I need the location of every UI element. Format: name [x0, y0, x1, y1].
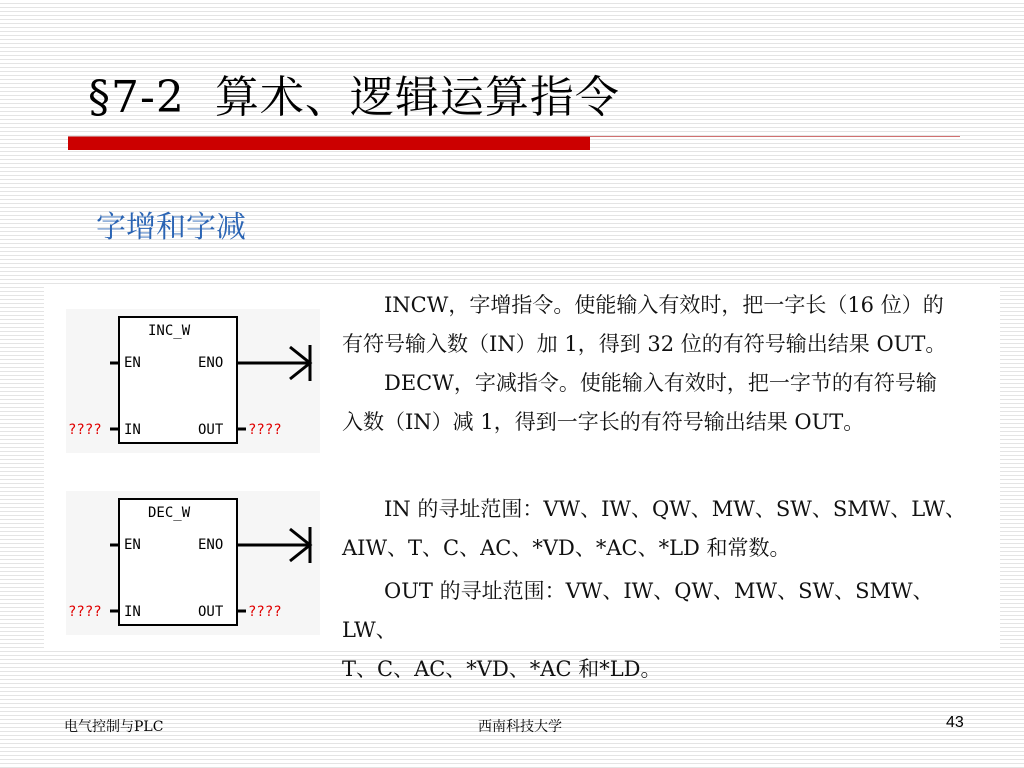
- dec-w-block-svg: [66, 491, 320, 635]
- section-subtitle: 字增和字减: [96, 210, 246, 245]
- inc-w-block-name: INC_W: [148, 323, 191, 339]
- dec-in-label: IN: [124, 604, 141, 620]
- decw-line-1: DECW，字减指令。使能输入有效时，把一字节的有符号输: [384, 371, 937, 395]
- inc-w-block-svg: [66, 309, 320, 453]
- dec-eno-label: ENO: [198, 537, 224, 553]
- dec-out-label: OUT: [198, 604, 224, 620]
- dec-in-value: ????: [68, 604, 102, 620]
- in-range-description: [342, 490, 970, 568]
- out-range-description: [342, 572, 970, 689]
- slide-title: §7-2 算术、逻辑运算指令: [88, 72, 620, 123]
- content-image-area: [44, 284, 1000, 681]
- out-range-line-1: OUT 的寻址范围：VW、IW、QW、MW、SW、SMW、LW、: [342, 579, 934, 642]
- inc-eno-label: ENO: [198, 355, 224, 371]
- footer-course-name: 电气控制与PLC: [64, 719, 164, 735]
- inc-en-label: EN: [124, 355, 141, 371]
- dec-en-label: EN: [124, 537, 141, 553]
- title-accent-bar: [68, 137, 590, 150]
- in-range-line-2: AIW、T、C、AC、*VD、*AC、*LD 和常数。: [342, 536, 791, 560]
- incw-line-1: INCW，字增指令。使能输入有效时，把一字长（16 位）的: [384, 293, 944, 317]
- footer-university: 西南科技大学: [478, 719, 562, 735]
- incw-line-2: 有符号输入数（IN）加 1，得到 32 位的有符号输出结果 OUT。: [342, 332, 947, 356]
- inc-out-value: ????: [248, 422, 282, 438]
- dec-w-block-name: DEC_W: [148, 505, 191, 521]
- inc-w-diagram: [66, 309, 320, 453]
- inc-in-value: ????: [68, 422, 102, 438]
- inc-in-label: IN: [124, 422, 141, 438]
- dec-w-diagram: [66, 491, 320, 635]
- incw-description: [342, 286, 970, 364]
- decw-line-2: 入数（IN）减 1，得到一字长的有符号输出结果 OUT。: [342, 410, 865, 434]
- decw-description: [342, 364, 970, 442]
- out-range-line-2: T、C、AC、*VD、*AC 和*LD。: [342, 657, 662, 681]
- inc-out-label: OUT: [198, 422, 224, 438]
- page-number: 43: [946, 714, 964, 731]
- dec-out-value: ????: [248, 604, 282, 620]
- in-range-line-1: IN 的寻址范围：VW、IW、QW、MW、SW、SMW、LW、: [384, 497, 967, 521]
